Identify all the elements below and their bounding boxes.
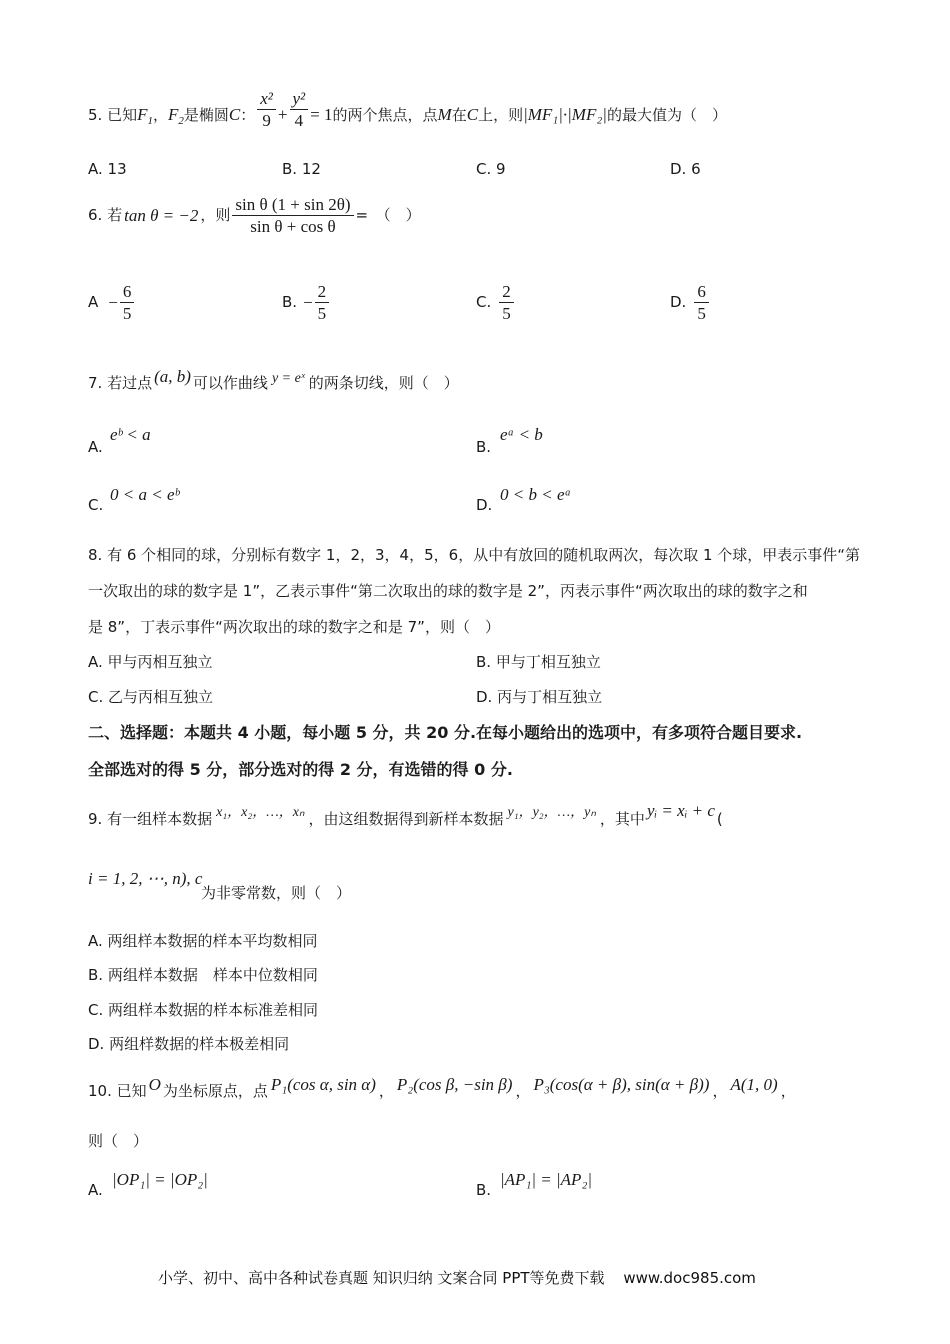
q10-comma2: ， [515, 1082, 531, 1100]
q7-opt-c-label: C. [88, 496, 104, 514]
q9-option-b: B. 两组样本数据 样本中位数相同 [88, 966, 318, 984]
q6-opt-a-label: A [88, 293, 99, 311]
q5-expr: |MF₁|·|MF₂| [523, 105, 607, 124]
q9-relation: yᵢ = xᵢ + c [646, 801, 715, 820]
q5-f2: $F_2$ [168, 105, 184, 127]
q8-option-d: D. 丙与丁相互独立 [476, 688, 603, 706]
q6-text2: ，则 [200, 206, 231, 224]
q7-option-b: eᵃ < b [500, 425, 543, 444]
q10-p2: P₂(cos β, −sin β) [396, 1075, 513, 1094]
q10-opt-b-label: B. [476, 1181, 492, 1199]
q5-c2: C [466, 105, 479, 124]
q6-line [88, 196, 421, 235]
q7-curve: y = eˣ [271, 371, 305, 386]
q9-option-a: A. 两组样本数据的样本平均数相同 [88, 932, 318, 950]
q5-colon: ： [240, 106, 256, 124]
q6-opt-a-frac: $\frac{6}{5}$ [120, 283, 135, 322]
q5-eq: = 1 [310, 105, 333, 124]
q6-opt-a-sign: − [108, 293, 118, 312]
q7-opt-b-label: B. [476, 438, 492, 456]
q9-ys: y₁，y₂，…，yₙ [507, 805, 596, 820]
q5-text3: 在 [451, 106, 467, 124]
q7-option-a: eᵇ < a [110, 425, 151, 444]
q9-line2-math: i = 1, 2, ⋯, n), c [88, 869, 203, 888]
q6-condition: tan θ = −2 [124, 206, 199, 225]
q8-option-c: C. 乙与丙相互独立 [88, 688, 214, 706]
q8-option-b: B. 甲与丁相互独立 [476, 653, 601, 671]
q10-comma1: ， [378, 1082, 394, 1100]
q9-line1 [88, 801, 723, 828]
q9-line2 [88, 870, 202, 887]
q10-opt-a-label: A. [88, 1181, 103, 1199]
q10-line1 [88, 1075, 796, 1100]
q10-comma3: ， [712, 1082, 728, 1100]
q10-prefix: 10. 已知 [88, 1082, 147, 1100]
footer-url[interactable]: www.doc985.com [623, 1269, 756, 1287]
q6-opt-d-label: D. [670, 293, 687, 311]
q6-numerator: sin θ (1 + sin 2θ) [232, 196, 353, 216]
q5-option-d: D. 6 [670, 160, 701, 178]
q9-text2: ，由这组数据得到新样本数据 [308, 810, 504, 828]
q5-sep: ， [152, 106, 168, 124]
q6-denominator: sin θ + cos θ [250, 217, 336, 236]
q10-o: O [148, 1075, 161, 1094]
q6-fraction [232, 196, 353, 235]
q10-p1: P₁(cos α, sin α) [270, 1075, 376, 1094]
q10-option-b: |AP₁| = |AP₂| [500, 1170, 593, 1189]
q5-text4: 上，则 [478, 106, 524, 124]
q10-a: A(1, 0) [730, 1075, 778, 1094]
q9-text3: ，其中 [599, 810, 645, 828]
q6-suffix: = （ ） [355, 206, 421, 224]
q5-frac2: $\frac{\text{y²}}{4}$ [290, 90, 309, 129]
q8-line1: 8. 有 6 个相同的球，分别标有数字 1，2，3，4，5，6，从中有放回的随机取两次，每次取 1 个球，甲表示事件“第 [88, 546, 861, 564]
q5-f1: $F_1$ [137, 105, 153, 127]
q6-opt-b-sign: − [303, 293, 313, 312]
q5-c: C [228, 105, 241, 124]
q8-line3: 是 8”，丁表示事件“两次取出的球的数字之和是 7”，则（ ） [88, 618, 500, 636]
q7-option-d: 0 < b < eᵃ [500, 485, 572, 504]
q8-line2: 一次取出的球的数字是 1”，乙表示事件“第二次取出的球的数字是 2”，丙表示事件“两次取出的球的数字之和 [88, 582, 808, 600]
q7-option-c: 0 < a < eᵇ [110, 485, 180, 504]
q7-opt-d-label: D. [476, 496, 493, 514]
q6-opt-d-frac: $\frac{6}{5}$ [694, 283, 709, 322]
q7-prefix: 7. 若过点 [88, 374, 153, 392]
q7-opt-a-label: A. [88, 438, 103, 456]
q5-option-c: C. 9 [476, 160, 506, 178]
q10-line2: 则（ ） [88, 1132, 149, 1150]
q8-option-a: A. 甲与丙相互独立 [88, 653, 213, 671]
q10-text2: 为坐标原点，点 [162, 1082, 268, 1100]
q10-p3: P₃(cos(α + β), sin(α + β)) [533, 1075, 710, 1094]
q5-line [88, 89, 727, 135]
footer-text: 小学、初中、高中各种试卷真题 知识归纳 文案合同 PPT等免费下载 [158, 1269, 605, 1287]
q5-option-a: A. 13 [88, 160, 127, 178]
q5-frac1: $\frac{\text{x²}}{9}$ [257, 90, 276, 129]
q7-suffix: 的两条切线，则（ ） [308, 374, 459, 392]
q7-point: (a, b) [154, 367, 191, 386]
q6-prefix: 6. 若 [88, 206, 123, 224]
q6-option-b [282, 283, 331, 322]
q5-suffix: 的最大值为（ ） [606, 106, 727, 124]
q9-option-c: C. 两组样本数据的样本标准差相同 [88, 1001, 319, 1019]
q10-comma4: ， [780, 1082, 796, 1100]
q9-line2-text: 为非零常数，则（ ） [201, 884, 352, 902]
q6-option-c [476, 283, 516, 322]
q9-prefix: 9. 有一组样本数据 [88, 810, 213, 828]
q6-opt-c-label: C. [476, 293, 492, 311]
q6-option-d [670, 283, 711, 322]
q10-option-a: |OP₁| = |OP₂| [112, 1170, 208, 1189]
q6-opt-c-frac: $\frac{2}{5}$ [499, 283, 514, 322]
q9-option-d: D. 两组样数据的样本极差相同 [88, 1035, 290, 1053]
q9-paren: ( [716, 810, 723, 828]
q5-text2: 的两个焦点，点 [332, 106, 438, 124]
q5-option-b: B. 12 [282, 160, 321, 178]
q6-option-a [88, 283, 136, 322]
q7-line [88, 367, 459, 392]
q5-plus: + [277, 105, 288, 124]
q5-mid: 是椭圆 [183, 106, 229, 124]
section2-heading-line1: 二、选择题：本题共 4 小题，每小题 5 分，共 20 分.在每小题给出的选项中，有多项符合题目要求. [88, 723, 803, 742]
section2-heading-line2: 全部选对的得 5 分，部分选对的得 2 分，有选错的得 0 分. [88, 760, 513, 779]
q7-text2: 可以作曲线 [192, 374, 268, 392]
q6-opt-b-frac: $\frac{2}{5}$ [315, 283, 330, 322]
footer [158, 1271, 756, 1286]
q5-prefix: 5. 已知 [88, 106, 138, 124]
q5-m: M [437, 105, 452, 124]
q9-xs: x₁，x₂，…，xₙ [216, 805, 305, 820]
q6-opt-b-label: B. [282, 293, 298, 311]
